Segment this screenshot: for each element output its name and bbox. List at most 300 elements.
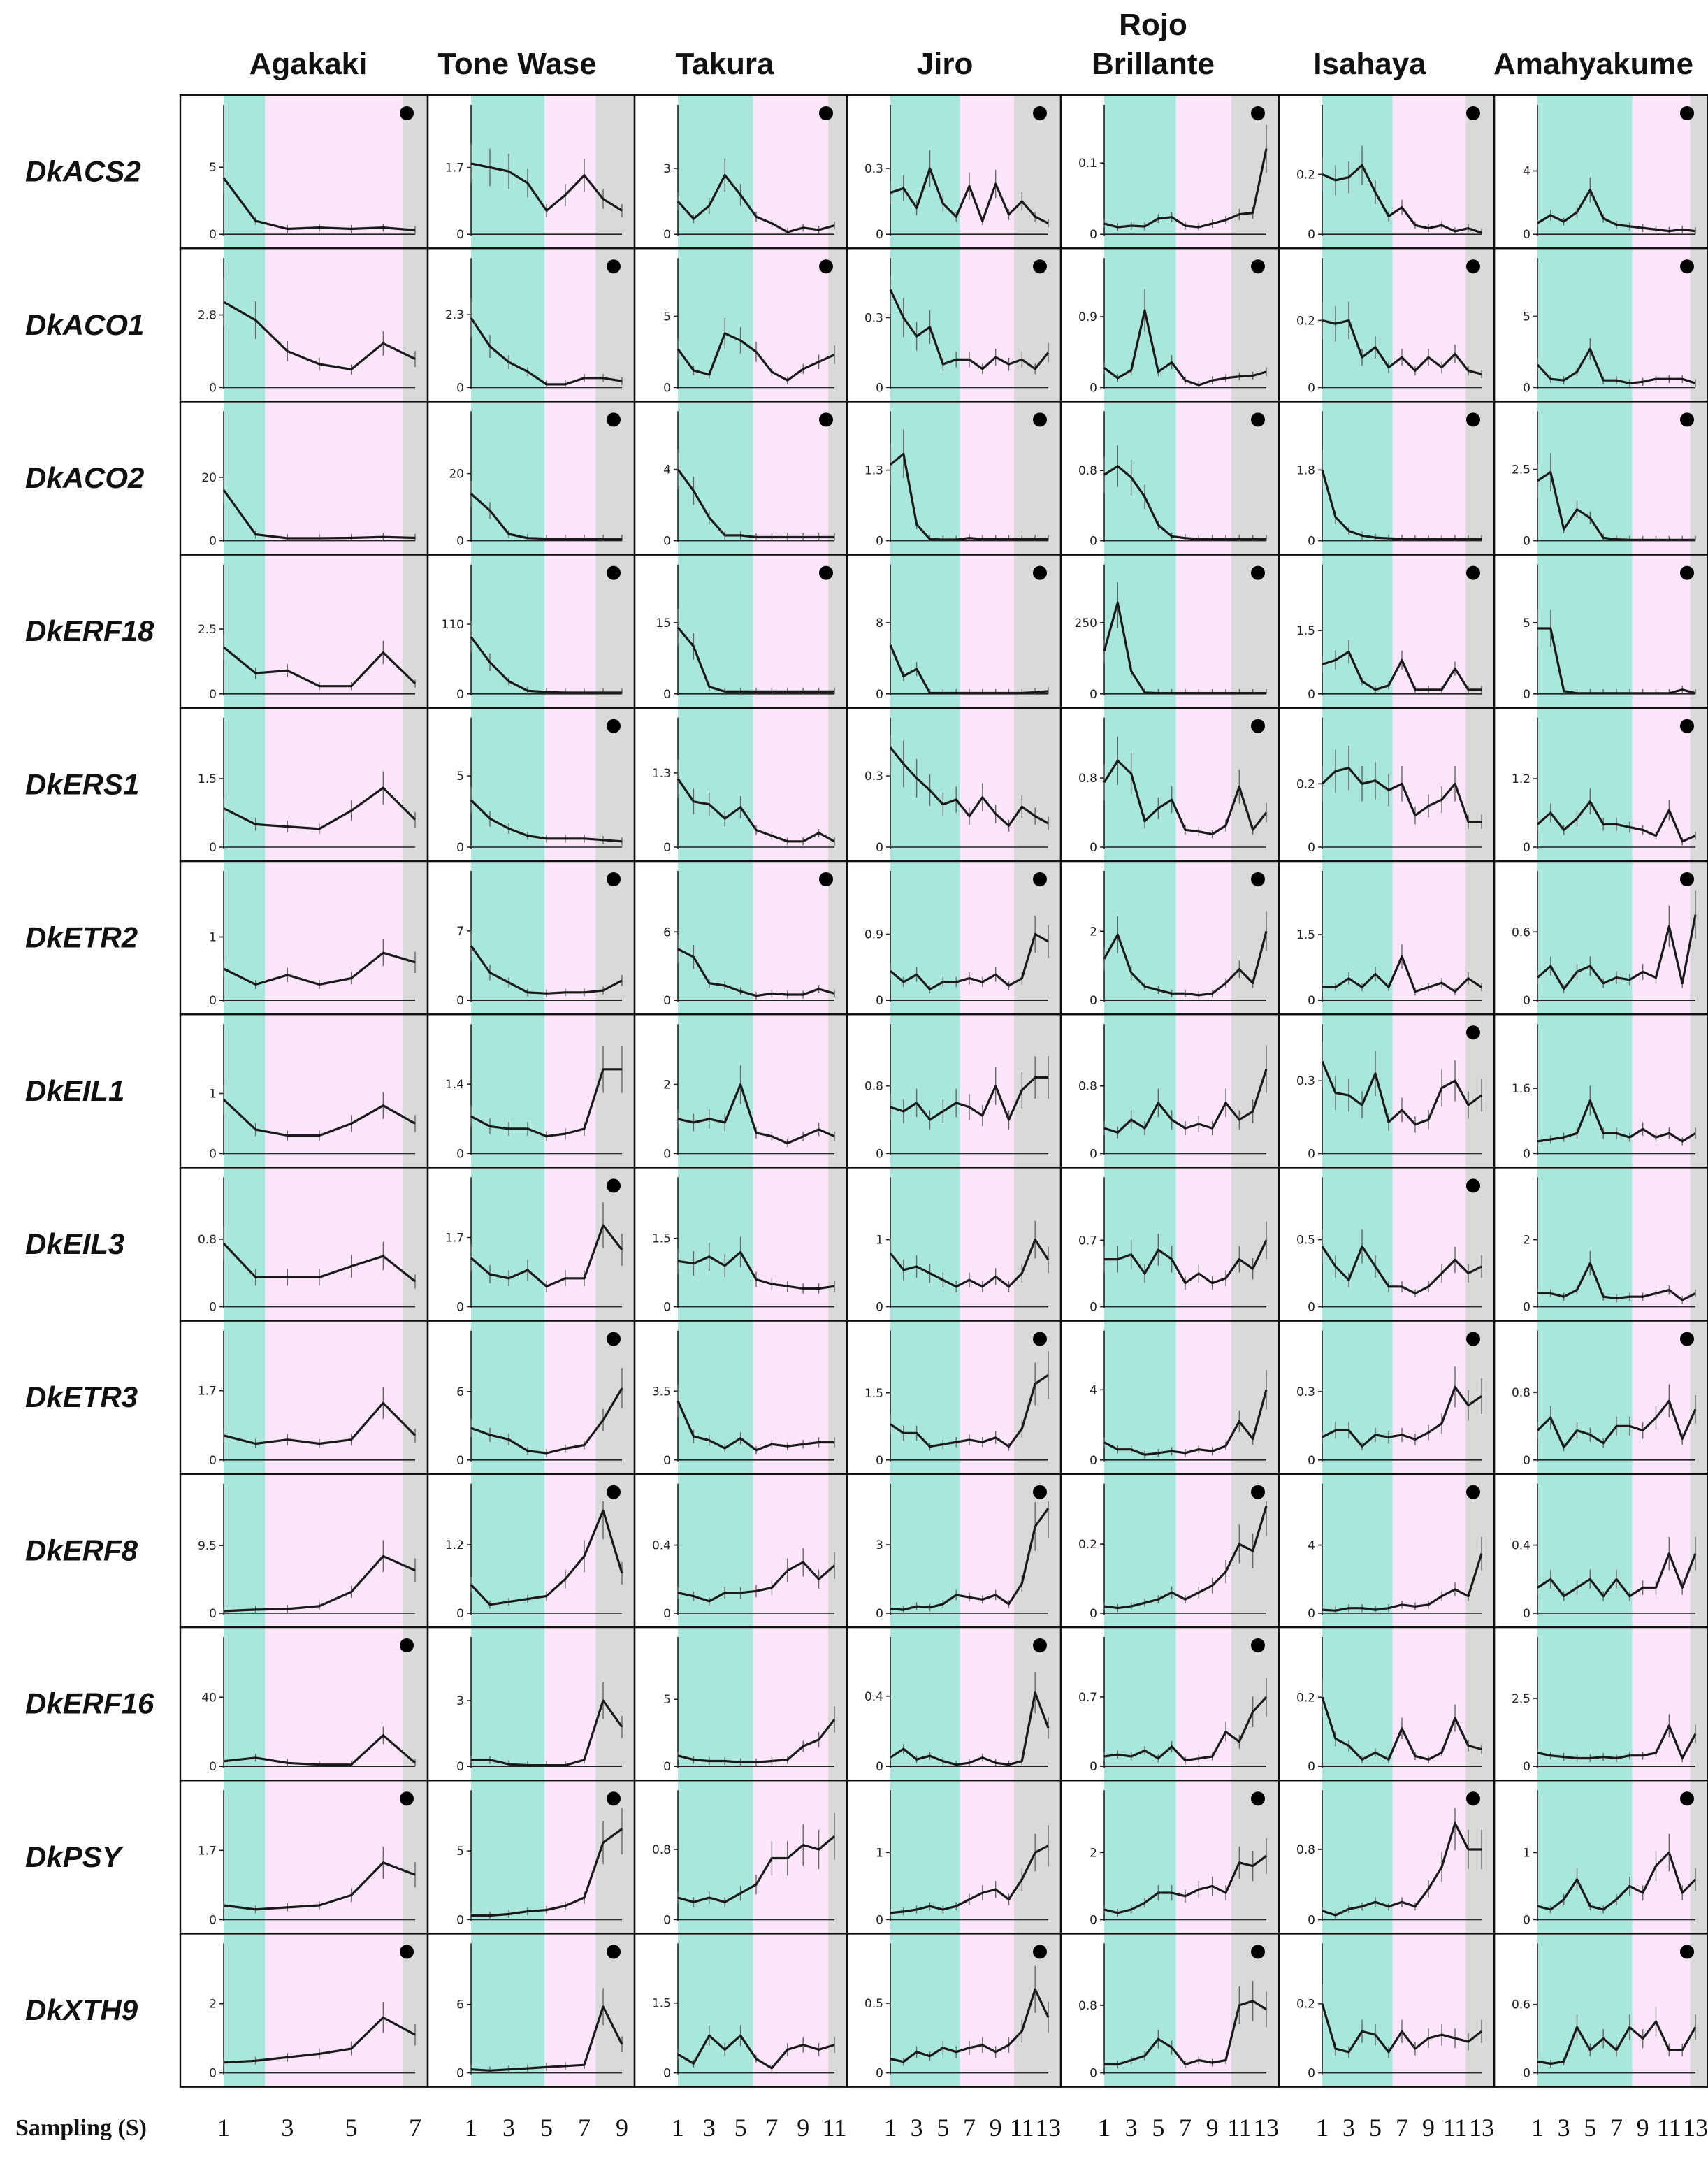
phase-green-band [1322, 1474, 1393, 1627]
significance-dot [1251, 412, 1265, 426]
phase-green-band [224, 1167, 265, 1320]
x-tick-label-agakaki: 7 [409, 2114, 421, 2142]
y-tick-label-zero: 0 [209, 1607, 217, 1621]
y-tick-label: 0.4 [864, 1689, 883, 1704]
significance-dot [607, 1332, 621, 1346]
y-tick-label-zero: 0 [1308, 1607, 1315, 1621]
significance-dot [400, 1638, 414, 1652]
x-tick-label-rojo_brillante: 3 [1124, 2114, 1138, 2142]
significance-dot [819, 872, 833, 886]
phase-gray-band [1690, 248, 1708, 401]
y-tick-label-zero: 0 [1523, 687, 1530, 702]
y-tick-label: 0.6 [1511, 925, 1530, 940]
y-tick-label: 5 [1523, 310, 1530, 324]
phase-green-band [890, 401, 960, 554]
x-tick-label-isahaya: 13 [1469, 2114, 1494, 2142]
y-tick-label-zero: 0 [876, 1147, 883, 1162]
y-tick-label-zero: 0 [209, 1760, 217, 1775]
phase-pink-band [265, 1780, 402, 1933]
x-tick-label-amahyakume: 11 [1656, 2114, 1681, 2142]
phase-pink-band [960, 1321, 1014, 1474]
phase-green-band [224, 95, 265, 248]
y-tick-label: 40 [201, 1691, 217, 1705]
x-tick-label-agakaki: 1 [217, 2114, 230, 2142]
gene-label-dkeil3: DkEIL3 [25, 1227, 125, 1260]
y-tick-label: 1.4 [444, 1078, 464, 1092]
phase-green-band [890, 1474, 960, 1627]
x-tick-label-takura: 5 [734, 2114, 747, 2142]
significance-dot [1680, 719, 1694, 733]
phase-pink-band [753, 95, 829, 248]
phase-green-band [890, 861, 960, 1014]
y-tick-label-zero: 0 [209, 687, 217, 702]
y-tick-label-zero: 0 [876, 381, 883, 396]
phase-green-band [890, 1321, 960, 1474]
phase-pink-band [544, 1014, 595, 1167]
y-tick-label: 0.8 [864, 1079, 883, 1094]
x-tick-label-isahaya: 7 [1396, 2114, 1408, 2142]
phase-green-band [678, 401, 753, 554]
y-tick-label-zero: 0 [456, 2066, 464, 2081]
y-tick-label: 0.9 [1078, 310, 1097, 325]
significance-dot [400, 106, 414, 120]
phase-gray-band [1690, 708, 1708, 861]
phase-gray-band [595, 1014, 635, 1167]
y-tick-label-zero: 0 [456, 1913, 464, 1928]
significance-dot [1466, 259, 1480, 273]
y-tick-label-zero: 0 [876, 1453, 883, 1468]
significance-dot [819, 259, 833, 273]
phase-green-band [471, 555, 544, 708]
phase-pink-band [1633, 1933, 1691, 2086]
y-tick-label-zero: 0 [1523, 1607, 1530, 1621]
phase-pink-band [265, 1627, 402, 1780]
phase-pink-band [1633, 1474, 1691, 1627]
y-tick-label-zero: 0 [876, 1300, 883, 1315]
y-tick-label: 1 [876, 1233, 883, 1248]
y-tick-label-zero: 0 [456, 228, 464, 243]
phase-gray-band [828, 1933, 847, 2086]
phase-green-band [471, 708, 544, 861]
y-tick-label: 0.6 [1511, 1998, 1530, 2012]
x-tick-label-rojo_brillante: 1 [1098, 2114, 1110, 2142]
significance-dot [1033, 259, 1047, 273]
y-tick-label-zero: 0 [1308, 1453, 1315, 1468]
x-tick-label-amahyakume: 5 [1584, 2114, 1597, 2142]
column-title-isahaya: Isahaya [1313, 47, 1426, 81]
phase-pink-band [1633, 1321, 1691, 1474]
significance-dot [1033, 566, 1047, 580]
gene-label-dkacs2: DkACS2 [25, 154, 141, 188]
phase-pink-band [1393, 401, 1466, 554]
phase-pink-band [1175, 555, 1231, 708]
significance-dot [1033, 1485, 1047, 1499]
phase-green-band [678, 1780, 753, 1933]
significance-dot [1680, 259, 1694, 273]
y-tick-label: 1.6 [1511, 1082, 1530, 1097]
phase-gray-band [1231, 1014, 1279, 1167]
significance-dot [1251, 872, 1265, 886]
y-tick-label-zero: 0 [1090, 1453, 1097, 1468]
phase-green-band [471, 861, 544, 1014]
phase-gray-band [828, 1167, 847, 1320]
y-tick-label-zero: 0 [1523, 994, 1530, 1009]
phase-green-band [1322, 861, 1393, 1014]
phase-pink-band [1175, 1014, 1231, 1167]
y-tick-label: 8 [876, 616, 883, 630]
phase-green-band [1322, 95, 1393, 248]
y-tick-label-zero: 0 [1523, 1453, 1530, 1468]
phase-green-band [1322, 555, 1393, 708]
phase-green-band [890, 1933, 960, 2086]
y-tick-label: 0.4 [651, 1538, 671, 1553]
y-tick-label: 0.5 [864, 1997, 883, 2012]
y-tick-label: 5 [456, 770, 464, 784]
y-tick-label: 2 [1090, 925, 1097, 939]
y-tick-label: 0.8 [1078, 1079, 1097, 1094]
phase-pink-band [265, 1167, 402, 1320]
y-tick-label: 1.7 [197, 1844, 217, 1859]
significance-dot [1033, 106, 1047, 120]
phase-green-band [678, 1933, 753, 2086]
phase-gray-band [403, 1167, 428, 1320]
significance-dot [607, 566, 621, 580]
phase-green-band [1537, 1321, 1633, 1474]
x-tick-label-agakaki: 5 [345, 2114, 358, 2142]
phase-green-band [224, 861, 265, 1014]
phase-green-band [224, 555, 265, 708]
y-tick-label-zero: 0 [663, 1300, 671, 1315]
y-tick-label-zero: 0 [456, 1760, 464, 1775]
y-tick-label-zero: 0 [456, 687, 464, 702]
phase-pink-band [753, 708, 829, 861]
y-tick-label-zero: 0 [456, 1300, 464, 1315]
phase-green-band [471, 248, 544, 401]
phase-pink-band [960, 555, 1014, 708]
phase-green-band [678, 1167, 753, 1320]
y-tick-label-zero: 0 [209, 994, 217, 1009]
significance-dot [1251, 259, 1265, 273]
y-tick-label-zero: 0 [209, 1147, 217, 1162]
y-tick-label-zero: 0 [1523, 534, 1530, 549]
x-tick-label-rojo_brillante: 11 [1226, 2114, 1252, 2142]
y-tick-label-zero: 0 [456, 1453, 464, 1468]
phase-gray-band [828, 1627, 847, 1780]
y-tick-label: 1 [1523, 1846, 1530, 1861]
significance-dot [1680, 1945, 1694, 1958]
significance-dot [819, 412, 833, 426]
y-tick-label: 250 [1074, 616, 1097, 630]
phase-pink-band [1633, 1014, 1691, 1167]
x-tick-label-isahaya: 3 [1342, 2114, 1355, 2142]
y-tick-label: 1 [876, 1846, 883, 1861]
x-tick-label-isahaya: 9 [1422, 2114, 1435, 2142]
y-tick-label: 0.2 [1296, 168, 1315, 182]
significance-dot [1466, 1791, 1480, 1805]
significance-dot [1466, 106, 1480, 120]
gene-label-dkerf16: DkERF16 [25, 1687, 154, 1720]
phase-pink-band [753, 401, 829, 554]
y-tick-label-zero: 0 [663, 1607, 671, 1621]
phase-green-band [471, 1933, 544, 2086]
y-tick-label-zero: 0 [1090, 381, 1097, 396]
y-tick-label-zero: 0 [876, 534, 883, 549]
phase-gray-band [1690, 1014, 1708, 1167]
y-tick-label-zero: 0 [1523, 1300, 1530, 1315]
phase-pink-band [960, 1780, 1014, 1933]
gene-label-dkaco2: DkACO2 [25, 461, 145, 494]
phase-pink-band [960, 401, 1014, 554]
y-tick-label: 2 [1090, 1846, 1097, 1861]
gene-label-dkxth9: DkXTH9 [25, 1993, 138, 2026]
phase-gray-band [1690, 401, 1708, 554]
phase-pink-band [1393, 1167, 1466, 1320]
phase-gray-band [1690, 1321, 1708, 1474]
x-tick-label-amahyakume: 13 [1683, 2114, 1708, 2142]
y-tick-label: 0.2 [1296, 1997, 1315, 2012]
y-tick-label-zero: 0 [663, 687, 671, 702]
y-tick-label-zero: 0 [876, 2066, 883, 2081]
y-tick-label-zero: 0 [209, 381, 217, 396]
significance-dot [1251, 1945, 1265, 1958]
phase-pink-band [1393, 1933, 1466, 2086]
x-tick-label-tone_wase: 3 [502, 2114, 515, 2142]
y-tick-label: 2 [209, 1997, 217, 2012]
y-tick-label: 5 [663, 1693, 671, 1708]
phase-gray-band [1690, 555, 1708, 708]
significance-dot [1251, 1485, 1265, 1499]
y-tick-label-zero: 0 [876, 1913, 883, 1928]
y-tick-label-zero: 0 [663, 381, 671, 396]
y-tick-label: 1 [209, 1087, 217, 1102]
phase-pink-band [265, 401, 402, 554]
y-tick-label: 3.5 [651, 1385, 671, 1399]
y-tick-label-zero: 0 [663, 994, 671, 1009]
phase-green-band [1537, 708, 1633, 861]
gene-label-dkaco1: DkACO1 [25, 308, 145, 341]
y-tick-label: 0.1 [1078, 157, 1097, 171]
y-tick-label-zero: 0 [1308, 994, 1315, 1009]
y-tick-label-zero: 0 [209, 1913, 217, 1928]
significance-dot [1033, 1638, 1047, 1652]
y-tick-label-zero: 0 [1523, 1147, 1530, 1162]
y-tick-label: 0.2 [1078, 1538, 1097, 1552]
y-tick-label-zero: 0 [456, 994, 464, 1009]
phase-gray-band [1465, 1627, 1494, 1780]
y-tick-label: 20 [201, 470, 217, 485]
y-tick-label: 2.3 [444, 308, 464, 323]
phase-green-band [1322, 1933, 1393, 2086]
phase-gray-band [1465, 861, 1494, 1014]
x-tick-label-jiro: 5 [936, 2114, 950, 2142]
significance-dot [819, 106, 833, 120]
phase-pink-band [265, 555, 402, 708]
significance-dot [607, 719, 621, 733]
y-tick-label-zero: 0 [1090, 994, 1097, 1009]
y-tick-label-zero: 0 [1308, 841, 1315, 855]
phase-green-band [1104, 1780, 1175, 1933]
phase-gray-band [828, 1780, 847, 1933]
phase-pink-band [960, 861, 1014, 1014]
y-tick-label-zero: 0 [1308, 687, 1315, 702]
y-tick-label: 2.8 [197, 308, 217, 323]
phase-green-band [1104, 1014, 1175, 1167]
phase-gray-band [403, 1014, 428, 1167]
phase-pink-band [960, 95, 1014, 248]
significance-dot [1680, 412, 1694, 426]
y-tick-label: 15 [656, 616, 671, 630]
significance-dot [1033, 1332, 1047, 1346]
y-tick-label: 110 [441, 618, 464, 633]
y-tick-label-zero: 0 [876, 1760, 883, 1775]
phase-pink-band [265, 1474, 402, 1627]
y-tick-label-zero: 0 [1308, 534, 1315, 549]
significance-dot [1466, 1025, 1480, 1039]
y-tick-label: 6 [456, 1998, 464, 2012]
phase-pink-band [1175, 1780, 1231, 1933]
significance-dot [607, 1178, 621, 1192]
phase-pink-band [960, 1014, 1014, 1167]
y-tick-label-zero: 0 [1523, 1913, 1530, 1928]
phase-gray-band [403, 1474, 428, 1627]
phase-green-band [1104, 248, 1175, 401]
y-tick-label: 1 [209, 930, 217, 945]
phase-green-band [1322, 248, 1393, 401]
phase-green-band [1322, 1321, 1393, 1474]
y-tick-label-zero: 0 [1523, 2066, 1530, 2081]
x-tick-label-takura: 7 [765, 2114, 779, 2142]
y-tick-label-zero: 0 [663, 2066, 671, 2081]
y-tick-label: 0.7 [1078, 1234, 1097, 1248]
y-tick-label-zero: 0 [876, 687, 883, 702]
y-tick-label: 2.5 [197, 623, 217, 637]
phase-gray-band [1690, 1780, 1708, 1933]
phase-green-band [1322, 1780, 1393, 1933]
y-tick-label-zero: 0 [209, 2066, 217, 2081]
phase-gray-band [828, 1474, 847, 1627]
y-tick-label: 9.5 [197, 1539, 217, 1554]
x-tick-label-takura: 3 [702, 2114, 716, 2142]
y-tick-label: 5 [663, 310, 671, 324]
y-tick-label-zero: 0 [456, 1607, 464, 1621]
phase-pink-band [1393, 1627, 1466, 1780]
y-tick-label: 1.3 [864, 463, 883, 478]
column-title-takura: Takura [675, 47, 774, 81]
column-title-tone_wase: Tone Wase [437, 47, 597, 81]
phase-gray-band [1690, 1474, 1708, 1627]
significance-dot [400, 1945, 414, 1958]
phase-green-band [471, 1014, 544, 1167]
phase-gray-band [828, 1321, 847, 1474]
y-tick-label-zero: 0 [1308, 2066, 1315, 2081]
significance-dot [1680, 566, 1694, 580]
y-tick-label-zero: 0 [209, 841, 217, 855]
y-tick-label-zero: 0 [876, 841, 883, 855]
y-tick-label-zero: 0 [663, 228, 671, 243]
significance-dot [607, 872, 621, 886]
phase-green-band [224, 708, 265, 861]
phase-pink-band [1393, 248, 1466, 401]
phase-pink-band [1175, 1167, 1231, 1320]
phase-pink-band [1175, 1474, 1231, 1627]
phase-pink-band [544, 1933, 595, 2086]
phase-green-band [224, 1014, 265, 1167]
phase-green-band [1322, 1014, 1393, 1167]
y-tick-label-zero: 0 [1523, 841, 1530, 855]
phase-gray-band [1690, 861, 1708, 1014]
x-tick-label-agakaki: 3 [281, 2114, 294, 2142]
phase-gray-band [1231, 1321, 1279, 1474]
significance-dot [1251, 566, 1265, 580]
y-tick-label-zero: 0 [1090, 1147, 1097, 1162]
y-tick-label-zero: 0 [209, 1453, 217, 1468]
gene-label-dkerf18: DkERF18 [25, 614, 154, 648]
phase-gray-band [1014, 1780, 1061, 1933]
y-tick-label: 2.5 [1511, 1692, 1530, 1707]
phase-green-band [890, 1014, 960, 1167]
significance-dot [1251, 719, 1265, 733]
y-tick-label: 0.3 [864, 770, 883, 784]
column-title-agakaki: Agakaki [249, 47, 368, 81]
phase-gray-band [828, 708, 847, 861]
y-tick-label-zero: 0 [876, 228, 883, 243]
y-tick-label-zero: 0 [1090, 228, 1097, 243]
y-tick-label-zero: 0 [209, 1300, 217, 1315]
significance-dot [607, 1945, 621, 1958]
phase-green-band [1537, 1014, 1633, 1167]
phase-gray-band [1014, 708, 1061, 861]
significance-dot [1033, 412, 1047, 426]
phase-pink-band [753, 1167, 829, 1320]
phase-pink-band [544, 401, 595, 554]
y-tick-label-zero: 0 [663, 1913, 671, 1928]
phase-green-band [678, 248, 753, 401]
y-tick-label-zero: 0 [1308, 1147, 1315, 1162]
phase-green-band [224, 1780, 265, 1933]
y-tick-label: 0.8 [1511, 1386, 1530, 1401]
phase-gray-band [403, 708, 428, 861]
column-title-amahyakume: Amahyakume [1493, 47, 1694, 81]
phase-gray-band [403, 401, 428, 554]
x-tick-label-rojo_brillante: 9 [1206, 2114, 1219, 2142]
phase-pink-band [1175, 708, 1231, 861]
phase-gray-band [1690, 1933, 1708, 2086]
phase-pink-band [1393, 555, 1466, 708]
y-tick-label: 0.3 [1296, 1074, 1315, 1089]
y-tick-label: 0.3 [864, 311, 883, 326]
y-tick-label: 1.5 [651, 1232, 671, 1246]
y-tick-label: 5 [456, 1845, 464, 1859]
y-tick-label: 1.5 [651, 1996, 671, 2011]
y-tick-label-zero: 0 [1090, 1607, 1097, 1621]
phase-pink-band [544, 1780, 595, 1933]
y-tick-label: 0.5 [1296, 1233, 1315, 1248]
y-tick-label-zero: 0 [209, 534, 217, 549]
y-tick-label: 1.5 [197, 772, 217, 787]
y-tick-label: 1.7 [197, 1384, 217, 1399]
y-tick-label-zero: 0 [456, 381, 464, 396]
significance-dot [1251, 106, 1265, 120]
phase-green-band [1104, 1627, 1175, 1780]
y-tick-label: 0.2 [1296, 1691, 1315, 1705]
phase-green-band [1322, 401, 1393, 554]
phase-gray-band [1690, 1167, 1708, 1320]
panel-grid [180, 95, 1708, 2087]
phase-green-band [224, 401, 265, 554]
significance-dot [1466, 1485, 1480, 1499]
y-tick-label: 1.7 [444, 161, 464, 175]
y-tick-label-zero: 0 [1523, 1760, 1530, 1775]
